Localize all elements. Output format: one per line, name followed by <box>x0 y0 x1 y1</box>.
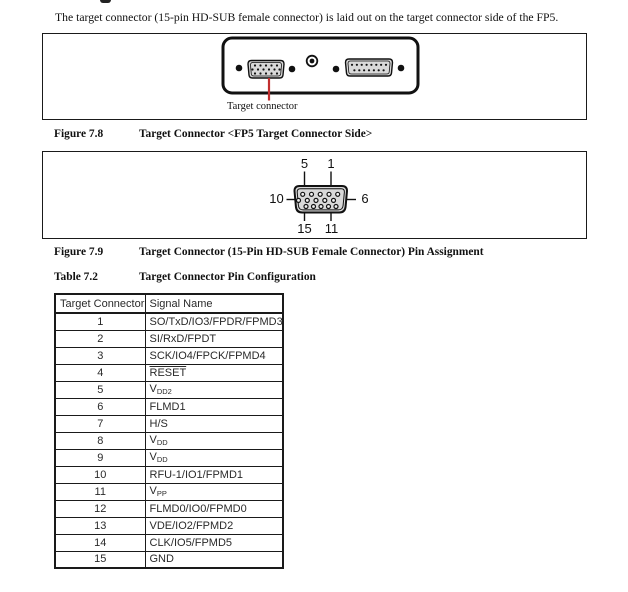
figure-number: Figure 7.9 <box>54 246 104 258</box>
pin-label-15: 15 <box>297 221 312 236</box>
signal-name-cell: CLK/IO5/FPMD5 <box>145 534 283 551</box>
pin-label-5: 5 <box>300 156 309 171</box>
figure-7-8-caption <box>54 128 372 140</box>
pin-number-cell: 1 <box>55 313 145 330</box>
figure-title: Target Connector <FP5 Target Connector Side> <box>139 128 373 140</box>
table-number: Table 7.2 <box>54 271 98 283</box>
pin-label-11: 11 <box>324 221 339 236</box>
table-row <box>55 483 283 500</box>
intro-paragraph: The target connector (15-pin HD-SUB female connector) is laid out on the target connector side of the FP5. <box>55 11 559 24</box>
pin-configuration-table <box>54 293 284 569</box>
pin-number-cell: 14 <box>55 534 145 551</box>
pin-label-1: 1 <box>327 156 335 171</box>
signal-name-cell: VDE/IO2/FPMD2 <box>145 517 283 534</box>
db15-connector <box>346 59 393 76</box>
signal-name-cell: VDD <box>145 432 283 449</box>
table-row <box>55 551 283 568</box>
pin-number-cell: 9 <box>55 449 145 466</box>
signal-name-cell: GND <box>145 551 283 568</box>
table-row <box>55 534 283 551</box>
table-row <box>55 415 283 432</box>
signal-name-cell: SO/TxD/IO3/FPDR/FPMD3 <box>145 313 283 330</box>
signal-name-cell: VDD <box>145 449 283 466</box>
table-row <box>55 330 283 347</box>
pin-number-cell: 15 <box>55 551 145 568</box>
table-row <box>55 313 283 330</box>
round-jack <box>307 56 318 67</box>
table-row <box>55 466 283 483</box>
table-row <box>55 364 283 381</box>
table-row <box>55 500 283 517</box>
figure-number: Figure 7.8 <box>54 128 104 140</box>
signal-name-cell: FLMD0/IO0/FPMD0 <box>145 500 283 517</box>
table-row <box>55 381 283 398</box>
pin-number-cell: 8 <box>55 432 145 449</box>
pin-number-cell: 4 <box>55 364 145 381</box>
pin-number-cell: 13 <box>55 517 145 534</box>
pin-number-cell: 12 <box>55 500 145 517</box>
header-signal-name: Signal Name <box>145 294 283 313</box>
table-title: Target Connector Pin Configuration <box>139 271 316 283</box>
signal-name-cell: SI/RxD/FPDT <box>145 330 283 347</box>
pin-label-6: 6 <box>361 191 369 206</box>
table-row <box>55 449 283 466</box>
figure-title: Target Connector (15-Pin HD-SUB Female Connector) Pin Assignment <box>139 246 484 258</box>
pin-number-cell: 10 <box>55 466 145 483</box>
pin-number-cell: 11 <box>55 483 145 500</box>
cropped-heading-fragment <box>100 0 111 3</box>
figure-7-9-box <box>42 151 587 239</box>
signal-name-cell: FLMD1 <box>145 398 283 415</box>
pin-number-cell: 2 <box>55 330 145 347</box>
pin-label-10: 10 <box>269 191 284 206</box>
figure-7-8-box <box>42 33 587 120</box>
pin-number-cell: 7 <box>55 415 145 432</box>
figure-7-9-caption <box>54 246 484 258</box>
pin-number-cell: 6 <box>55 398 145 415</box>
signal-name-cell: SCK/IO4/FPCK/FPMD4 <box>145 347 283 364</box>
pin-number-cell: 3 <box>55 347 145 364</box>
header-target-connector: Target Connector <box>55 294 145 313</box>
target-connector-hd15 <box>248 61 284 79</box>
fp5-panel-drawing <box>43 34 588 121</box>
signal-name-cell: RFU-1/IO1/FPMD1 <box>145 466 283 483</box>
signal-name-cell: RESET <box>145 364 283 381</box>
signal-name-cell: H/S <box>145 415 283 432</box>
table-row <box>55 347 283 364</box>
table-row <box>55 432 283 449</box>
pin-assignment-drawing <box>43 152 588 240</box>
signal-name-cell: VDD2 <box>145 381 283 398</box>
target-connector-annotation: Target connector <box>227 101 298 112</box>
table-7-2-caption <box>54 271 316 283</box>
signal-name-cell: VPP <box>145 483 283 500</box>
pin-table-body <box>55 313 283 568</box>
table-header-row <box>55 294 283 313</box>
table-row <box>55 398 283 415</box>
pin-number-cell: 5 <box>55 381 145 398</box>
table-row <box>55 517 283 534</box>
